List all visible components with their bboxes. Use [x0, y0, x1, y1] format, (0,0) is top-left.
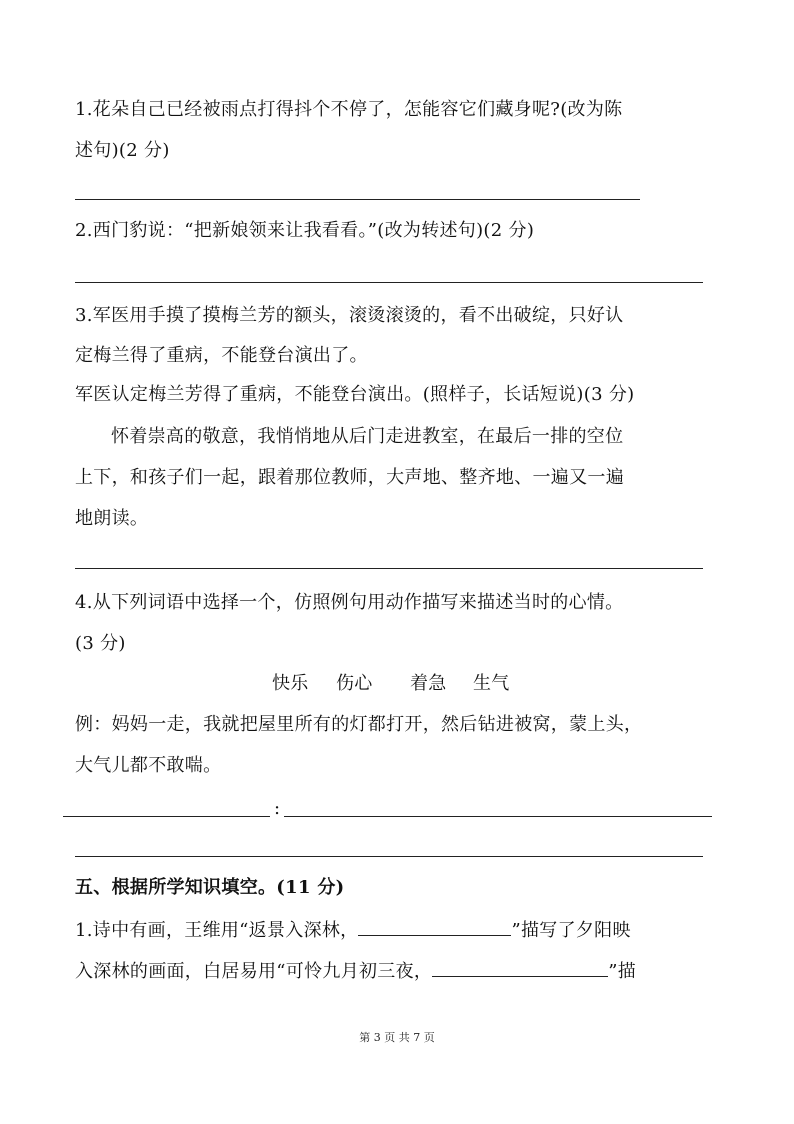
section5-q1-text-c: 入深林的画面，白居易用“可怜九月初三夜，	[75, 961, 433, 982]
q4-sentence-answer-line-2[interactable]	[75, 856, 703, 857]
section5-q1-blank-1[interactable]	[358, 917, 511, 936]
section5-q1-line-2	[75, 958, 636, 984]
q3-line-2: 定梅兰得了重病，不能登台演出了。	[75, 345, 368, 366]
q4-colon: :	[274, 798, 281, 819]
q4-line-1: 4.从下列词语中选择一个，仿照例句用动作描写来描述当时的心情。	[75, 592, 624, 613]
section5-q1-text-b: ”描写了夕阳映	[511, 920, 631, 941]
page-footer: 第 3 页 共 7 页	[359, 1031, 435, 1044]
q4-line-2: (3 分)	[75, 633, 126, 654]
q3-example: 军医认定梅兰芳得了重病，不能登台演出。(照样子，长话短说)(3 分)	[75, 384, 635, 405]
q1-line-2: 述句)(2 分)	[75, 140, 170, 161]
q3-answer-line[interactable]	[75, 568, 703, 569]
q4-word-2: 伤心	[336, 673, 373, 694]
q3-passage-line-1: 怀着崇高的敬意，我悄悄地从后门走进教室，在最后一排的空位	[111, 426, 624, 447]
q3-line-1: 3.军医用手摸了摸梅兰芳的额头，滚烫滚烫的，看不出破绽，只好认	[75, 305, 624, 326]
q4-word-3: 着急	[410, 673, 447, 694]
q1-answer-line[interactable]	[75, 199, 640, 200]
q4-word-1: 快乐	[272, 673, 309, 694]
q4-sentence-answer-line-1[interactable]	[284, 816, 712, 817]
section5-q1-text-d: ”描	[608, 961, 637, 982]
q4-example-line-2: 大气儿都不敢喘。	[75, 755, 222, 776]
q2-answer-line[interactable]	[75, 282, 703, 283]
section5-q1-line-1	[75, 917, 631, 943]
q4-word-answer-line[interactable]	[63, 816, 270, 817]
q2-text: 2.西门豹说：“把新娘领来让我看看。”(改为转述句)(2 分)	[75, 220, 535, 241]
q4-word-4: 生气	[473, 673, 510, 694]
section5-q1-blank-2[interactable]	[432, 958, 608, 977]
q3-passage-line-3: 地朗读。	[75, 508, 149, 529]
q4-example-line-1: 例：妈妈一走，我就把屋里所有的灯都打开，然后钻进被窝，蒙上头，	[75, 714, 643, 735]
section5-q1-text-a: 1.诗中有画，王维用“返景入深林，	[75, 920, 359, 941]
section-5-heading: 五、根据所学知识填空。(11 分)	[75, 877, 345, 898]
q3-passage-line-2: 上下，和孩子们一起，跟着那位教师，大声地、整齐地、一遍又一遍	[75, 467, 624, 488]
q1-line-1: 1.花朵自己已经被雨点打得抖个不停了，怎能容它们藏身呢?(改为陈	[75, 99, 623, 120]
